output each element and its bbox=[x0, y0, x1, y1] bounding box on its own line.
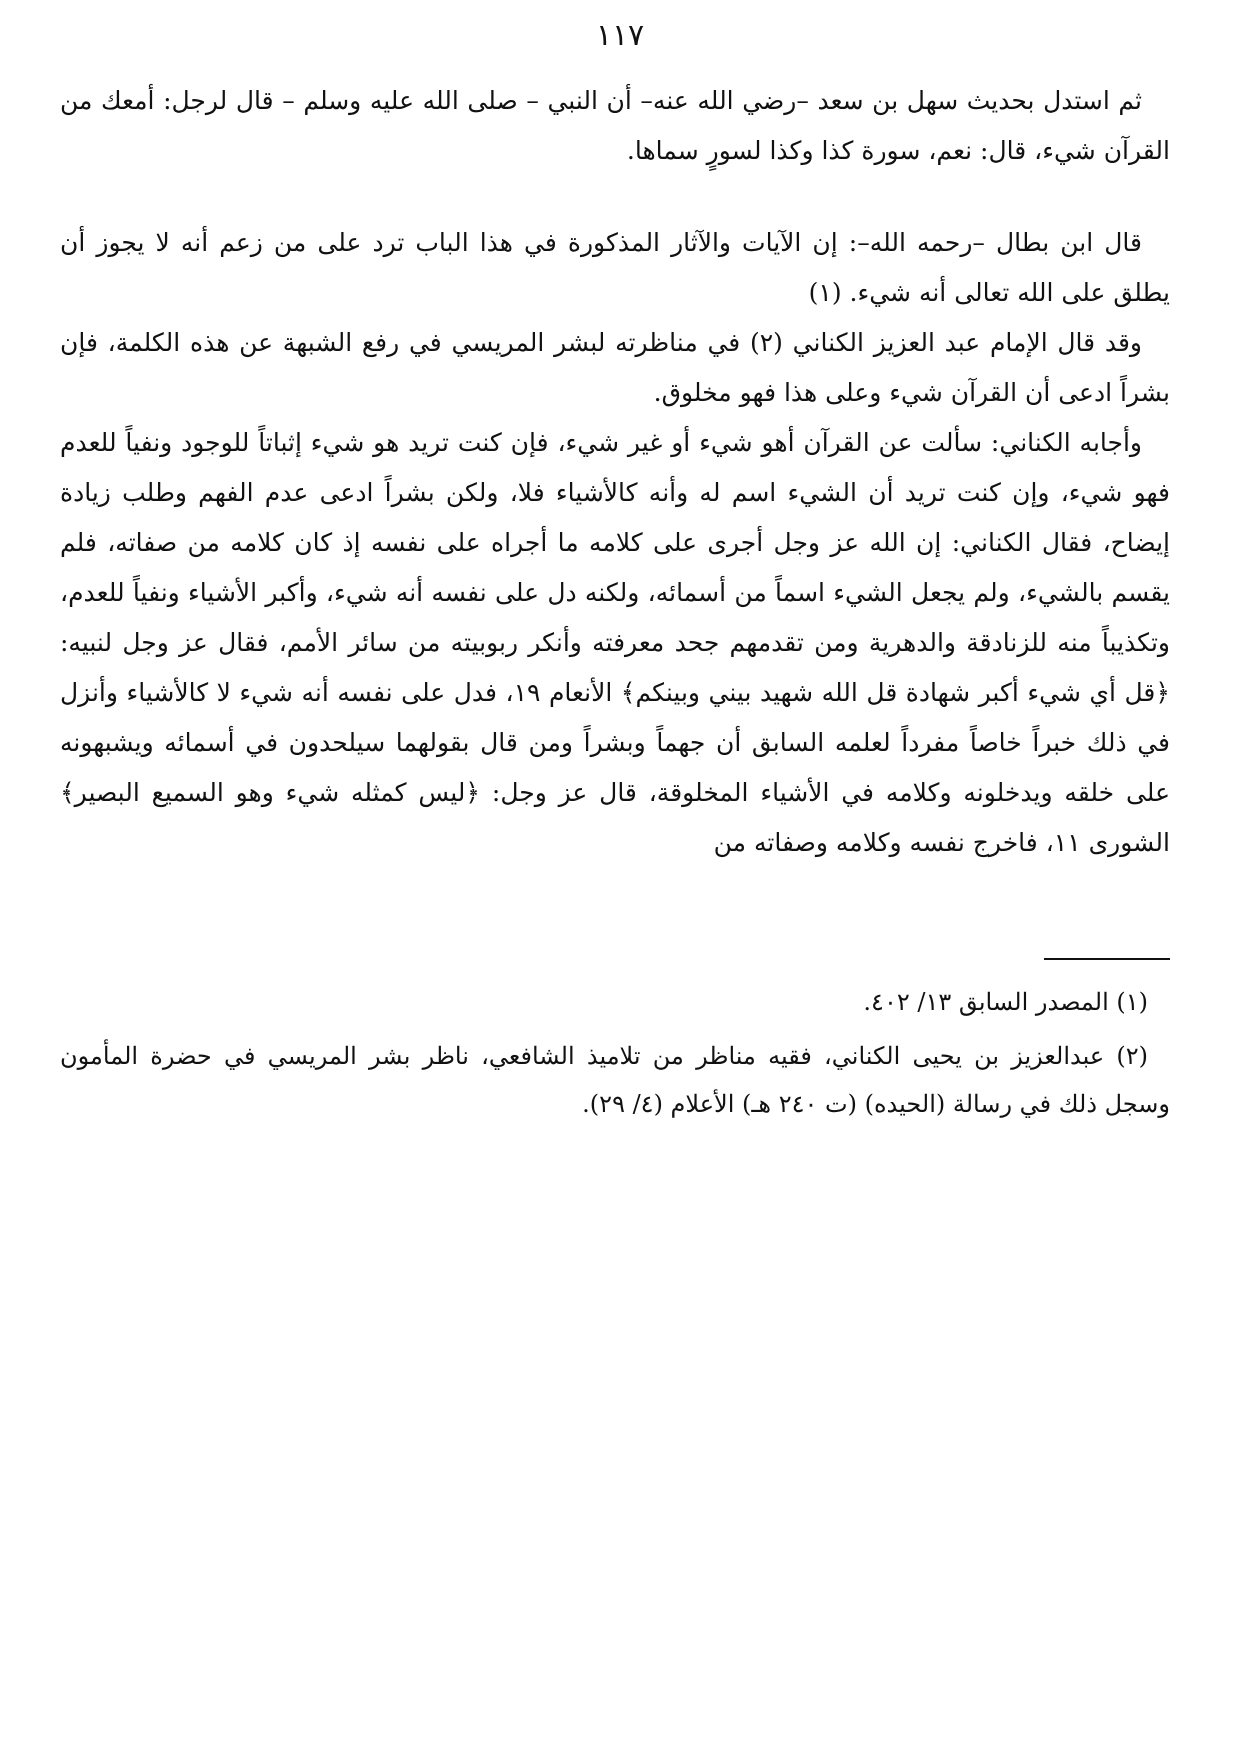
paragraph-3: وقد قال الإمام عبد العزيز الكناني (٢) في مناظرته لبشر المريسي في رفع الشبهة عن هذه الكلمة، فإن بشراً ادعى أن القرآن شيء وعلى هذا فهو مخلوق. bbox=[60, 328, 1170, 407]
paragraph-2: قال ابن بطال –رحمه الله–: إن الآيات والآثار المذكورة في هذا الباب ترد على من زعم أنه لا يجوز أن يطلق على الله تعالى أنه شيء. (١) bbox=[60, 228, 1170, 307]
footnote-2: (٢) عبدالعزيز بن يحيى الكناني، فقيه مناظر من تلاميذ الشافعي، ناظر بشر المريسي في حضرة المأمون وسجل ذلك في رسالة (الحيده) (ت ٢٤٠ هـ) الأعلام (٤/ ٢٩). bbox=[60, 1042, 1170, 1118]
paragraph-4: وأجابه الكناني: سألت عن القرآن أهو شيء أو غير شيء، فإن كنت تريد هو شيء إثباتاً للوجود ونفياً للعدم فهو شيء، وإن كنت تريد أن الشيء اسم له وأنه كالأشياء فلا، ولكن بشراً ادعى عدم الفهم وطلب زيادة إيضاح، فقال الكناني: إن الله عز وجل أجرى على كلامه ما أجراه على نفسه إذ كان كلامه من صفاته، فلم يقسم بالشيء، ولم يجعل الشيء اسماً من أسمائه، ولكنه دل على نفسه أنه شيء، وأكبر الأشياء ونفياً للعدم، وتكذيباً منه للزنادقة والدهرية ومن تقدمهم جحد معرفته وأنكر ربوبيته من سائر الأمم، فقال عز وجل لنبيه: ﴿قل أي شيء أكبر شهادة قل الله شهيد بيني وبينكم﴾ الأنعام ١٩، فدل على نفسه أنه شيء لا كالأشياء وأنزل في ذلك خبراً خاصاً مفرداً لعلمه السابق أن جهماً وبشراً ومن قال بقولهما سيلحدون في أسمائه ويشبهونه على خلقه ويدخلونه وكلامه في الأشياء المخلوقة، قال عز وجل: ﴿ليس كمثله شيء وهو السميع البصير﴾ الشورى ١١، فاخرج نفسه وكلامه وصفاته من bbox=[60, 428, 1170, 857]
page-number: ١١٧ bbox=[595, 18, 645, 53]
footnote-divider bbox=[1044, 958, 1170, 960]
footnote-1: (١) المصدر السابق ١٣/ ٤٠٢. bbox=[863, 988, 1148, 1016]
paragraph-1: ثم استدل بحديث سهل بن سعد –رضي الله عنه– أن النبي – صلى الله عليه وسلم – قال لرجل: أمعك من القرآن شيء، قال: نعم، سورة كذا وكذا لسورٍ سماها. bbox=[60, 86, 1170, 165]
footnotes bbox=[60, 978, 1170, 1134]
main-text bbox=[60, 76, 1170, 868]
